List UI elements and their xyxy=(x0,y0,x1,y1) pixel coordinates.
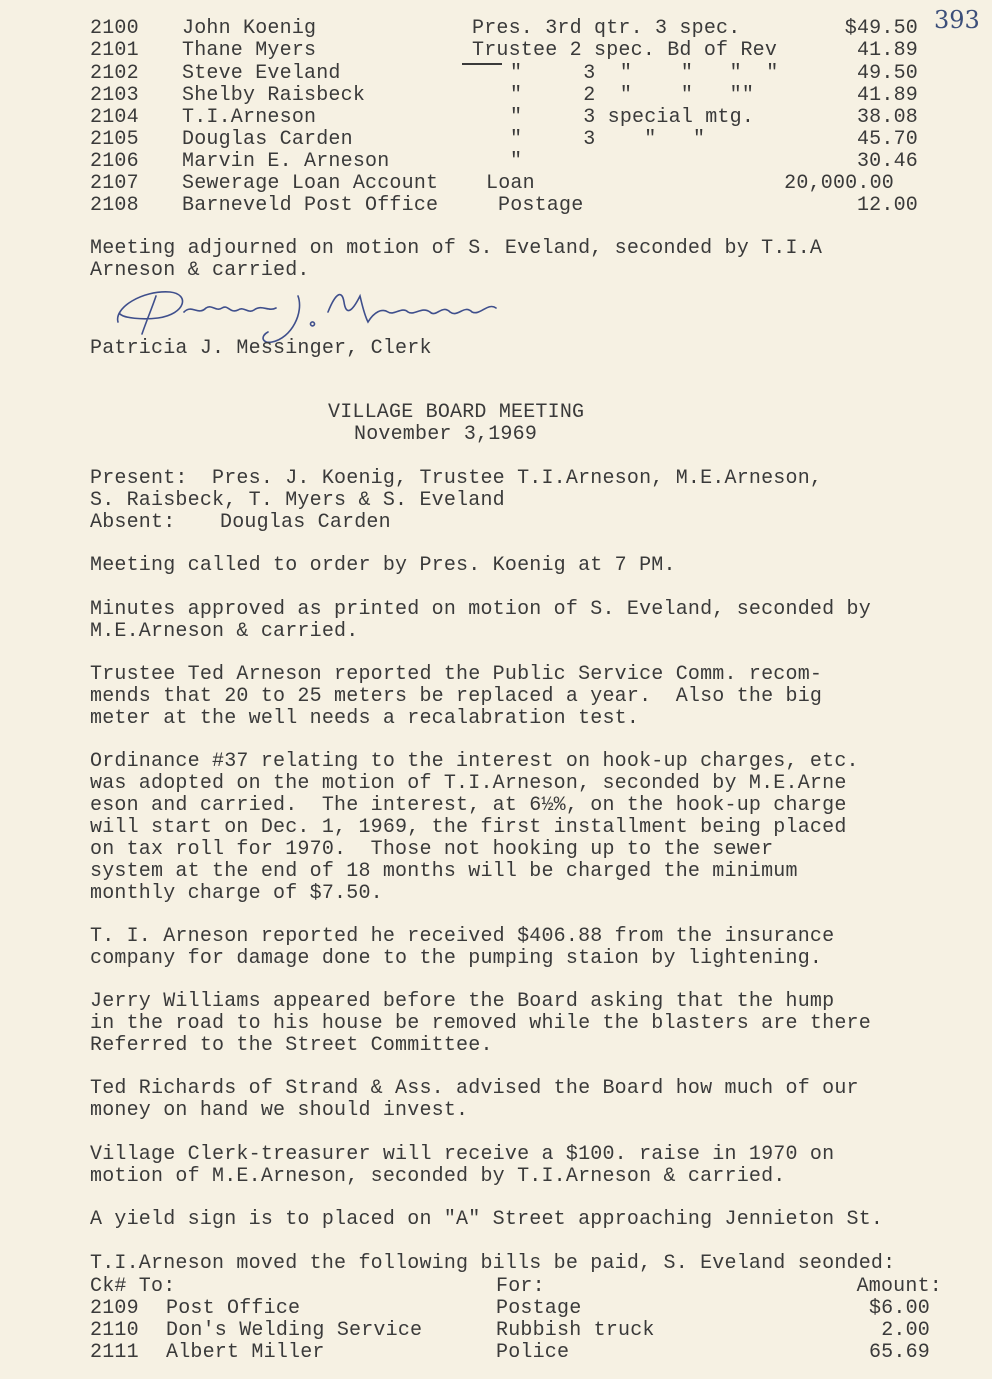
bill-to: Thane Myers xyxy=(182,39,317,62)
minutes-line: T.I.Arneson moved the following bills be paid, S. Eveland seonded: xyxy=(90,1252,896,1275)
bill-ck: 2107 xyxy=(90,172,139,195)
page-number: 393 xyxy=(934,6,980,34)
bill-for: " 3 " " xyxy=(510,128,706,151)
bill-amount: 65.69 xyxy=(868,1341,930,1364)
bill-for: Postage xyxy=(496,1297,582,1320)
present-line: S. Raisbeck, T. Myers & S. Eveland xyxy=(90,489,505,512)
minutes-line: system at the end of 18 months will be charged the minimum xyxy=(90,860,798,883)
bill-ck: 2100 xyxy=(90,17,139,40)
minutes-line: Jerry Williams appeared before the Board asking that the hump xyxy=(90,990,835,1013)
bill-amount: 12.00 xyxy=(856,194,918,217)
bill-for: Loan xyxy=(486,172,535,195)
minutes-line: Village Clerk-treasurer will receive a $100. raise in 1970 on xyxy=(90,1143,835,1166)
clerk-name: Patricia J. Messinger, Clerk xyxy=(90,337,432,360)
bill-to: Steve Eveland xyxy=(182,62,341,85)
bill-ck: 2105 xyxy=(90,128,139,151)
bill-to: Post Office xyxy=(166,1297,301,1320)
bill-ck: 2101 xyxy=(90,39,139,62)
minutes-line: meter at the well needs a recalabration test. xyxy=(90,707,640,730)
minutes-line: Meeting called to order by Pres. Koenig at 7 PM. xyxy=(90,554,676,577)
bill-amount: 41.89 xyxy=(856,84,918,107)
bill-amount: 45.70 xyxy=(856,128,918,151)
adjourn-line: Arneson & carried. xyxy=(90,259,310,282)
bill-for: " 2 " " "" xyxy=(510,84,755,107)
minutes-line: Referred to the Street Committee. xyxy=(90,1034,493,1057)
minutes-line: will start on Dec. 1, 1969, the first installment being placed xyxy=(90,816,847,839)
bill-ck: 2109 xyxy=(90,1297,139,1320)
minutes-line: A yield sign is to placed on "A" Street approaching Jennieton St. xyxy=(90,1208,884,1231)
bill-amount: 2.00 xyxy=(881,1319,930,1342)
minutes-line: M.E.Arneson & carried. xyxy=(90,620,359,643)
bill-amount: 30.46 xyxy=(856,150,918,173)
bills-header-for: For: xyxy=(496,1275,545,1298)
minutes-line: mends that 20 to 25 meters be replaced a year. Also the big xyxy=(90,685,823,708)
bill-to: T.I.Arneson xyxy=(182,106,317,129)
bill-for: " 3 special mtg. xyxy=(510,106,755,129)
bills-header-ck: Ck# To: xyxy=(90,1275,176,1298)
bill-for: Trustee 2 spec. Bd of Rev xyxy=(472,39,778,62)
bills-header-amount: Amount: xyxy=(856,1275,942,1298)
bill-to: Shelby Raisbeck xyxy=(182,84,366,107)
absent-label: Absent: xyxy=(90,511,176,534)
adjourn-line: Meeting adjourned on motion of S. Eveland, seconded by T.I.A xyxy=(90,237,823,260)
minutes-line: money on hand we should invest. xyxy=(90,1099,469,1122)
meeting-date: November 3,1969 xyxy=(354,423,538,446)
pen-underline xyxy=(462,63,502,65)
bill-to: Barneveld Post Office xyxy=(182,194,439,217)
bill-ck: 2108 xyxy=(90,194,139,217)
absent-name: Douglas Carden xyxy=(220,511,391,534)
present-line: Present: Pres. J. Koenig, Trustee T.I.Arneson, M.E.Arneson, xyxy=(90,467,823,490)
bill-ck: 2111 xyxy=(90,1341,139,1364)
bill-amount: $6.00 xyxy=(868,1297,930,1320)
minutes-line: Ordinance #37 relating to the interest on hook-up charges, etc. xyxy=(90,750,859,773)
bill-to: Albert Miller xyxy=(166,1341,325,1364)
minutes-line: monthly charge of $7.50. xyxy=(90,882,383,905)
bill-ck: 2110 xyxy=(90,1319,139,1342)
bill-for: " xyxy=(510,150,523,173)
bill-to: John Koenig xyxy=(182,17,317,40)
bill-for: Police xyxy=(496,1341,570,1364)
bill-amount: 20,000.00 xyxy=(784,172,894,195)
bill-ck: 2103 xyxy=(90,84,139,107)
bill-amount: $49.50 xyxy=(844,17,918,40)
bill-for: " 3 " " " " xyxy=(510,62,779,85)
minutes-line: T. I. Arneson reported he received $406.88 from the insurance xyxy=(90,925,835,948)
meeting-title: VILLAGE BOARD MEETING xyxy=(328,401,585,424)
minutes-line: eson and carried. The interest, at 6½%, on the hook-up charge xyxy=(90,794,847,817)
bill-for: Rubbish truck xyxy=(496,1319,655,1342)
minutes-line: motion of M.E.Arneson, seconded by T.I.Arneson & carried. xyxy=(90,1165,786,1188)
bill-to: Marvin E. Arneson xyxy=(182,150,390,173)
minutes-line: on tax roll for 1970. Those not hooking up to the sewer xyxy=(90,838,774,861)
bill-ck: 2102 xyxy=(90,62,139,85)
minutes-line: Minutes approved as printed on motion of S. Eveland, seconded by xyxy=(90,598,871,621)
bill-amount: 41.89 xyxy=(856,39,918,62)
bill-ck: 2104 xyxy=(90,106,139,129)
bill-for: Pres. 3rd qtr. 3 spec. xyxy=(472,17,741,40)
minutes-line: Trustee Ted Arneson reported the Public Service Comm. recom- xyxy=(90,663,823,686)
bill-to: Sewerage Loan Account xyxy=(182,172,439,195)
bill-for: Postage xyxy=(498,194,584,217)
bill-to: Douglas Carden xyxy=(182,128,353,151)
bill-to: Don's Welding Service xyxy=(166,1319,423,1342)
minutes-line: company for damage done to the pumping staion by lightening. xyxy=(90,947,823,970)
bill-ck: 2106 xyxy=(90,150,139,173)
bill-amount: 38.08 xyxy=(856,106,918,129)
minutes-line: in the road to his house be removed while the blasters are there xyxy=(90,1012,871,1035)
bill-amount: 49.50 xyxy=(856,62,918,85)
minutes-line: was adopted on the motion of T.I.Arneson, seconded by M.E.Arne xyxy=(90,772,847,795)
minutes-line: Ted Richards of Strand & Ass. advised the Board how much of our xyxy=(90,1077,859,1100)
